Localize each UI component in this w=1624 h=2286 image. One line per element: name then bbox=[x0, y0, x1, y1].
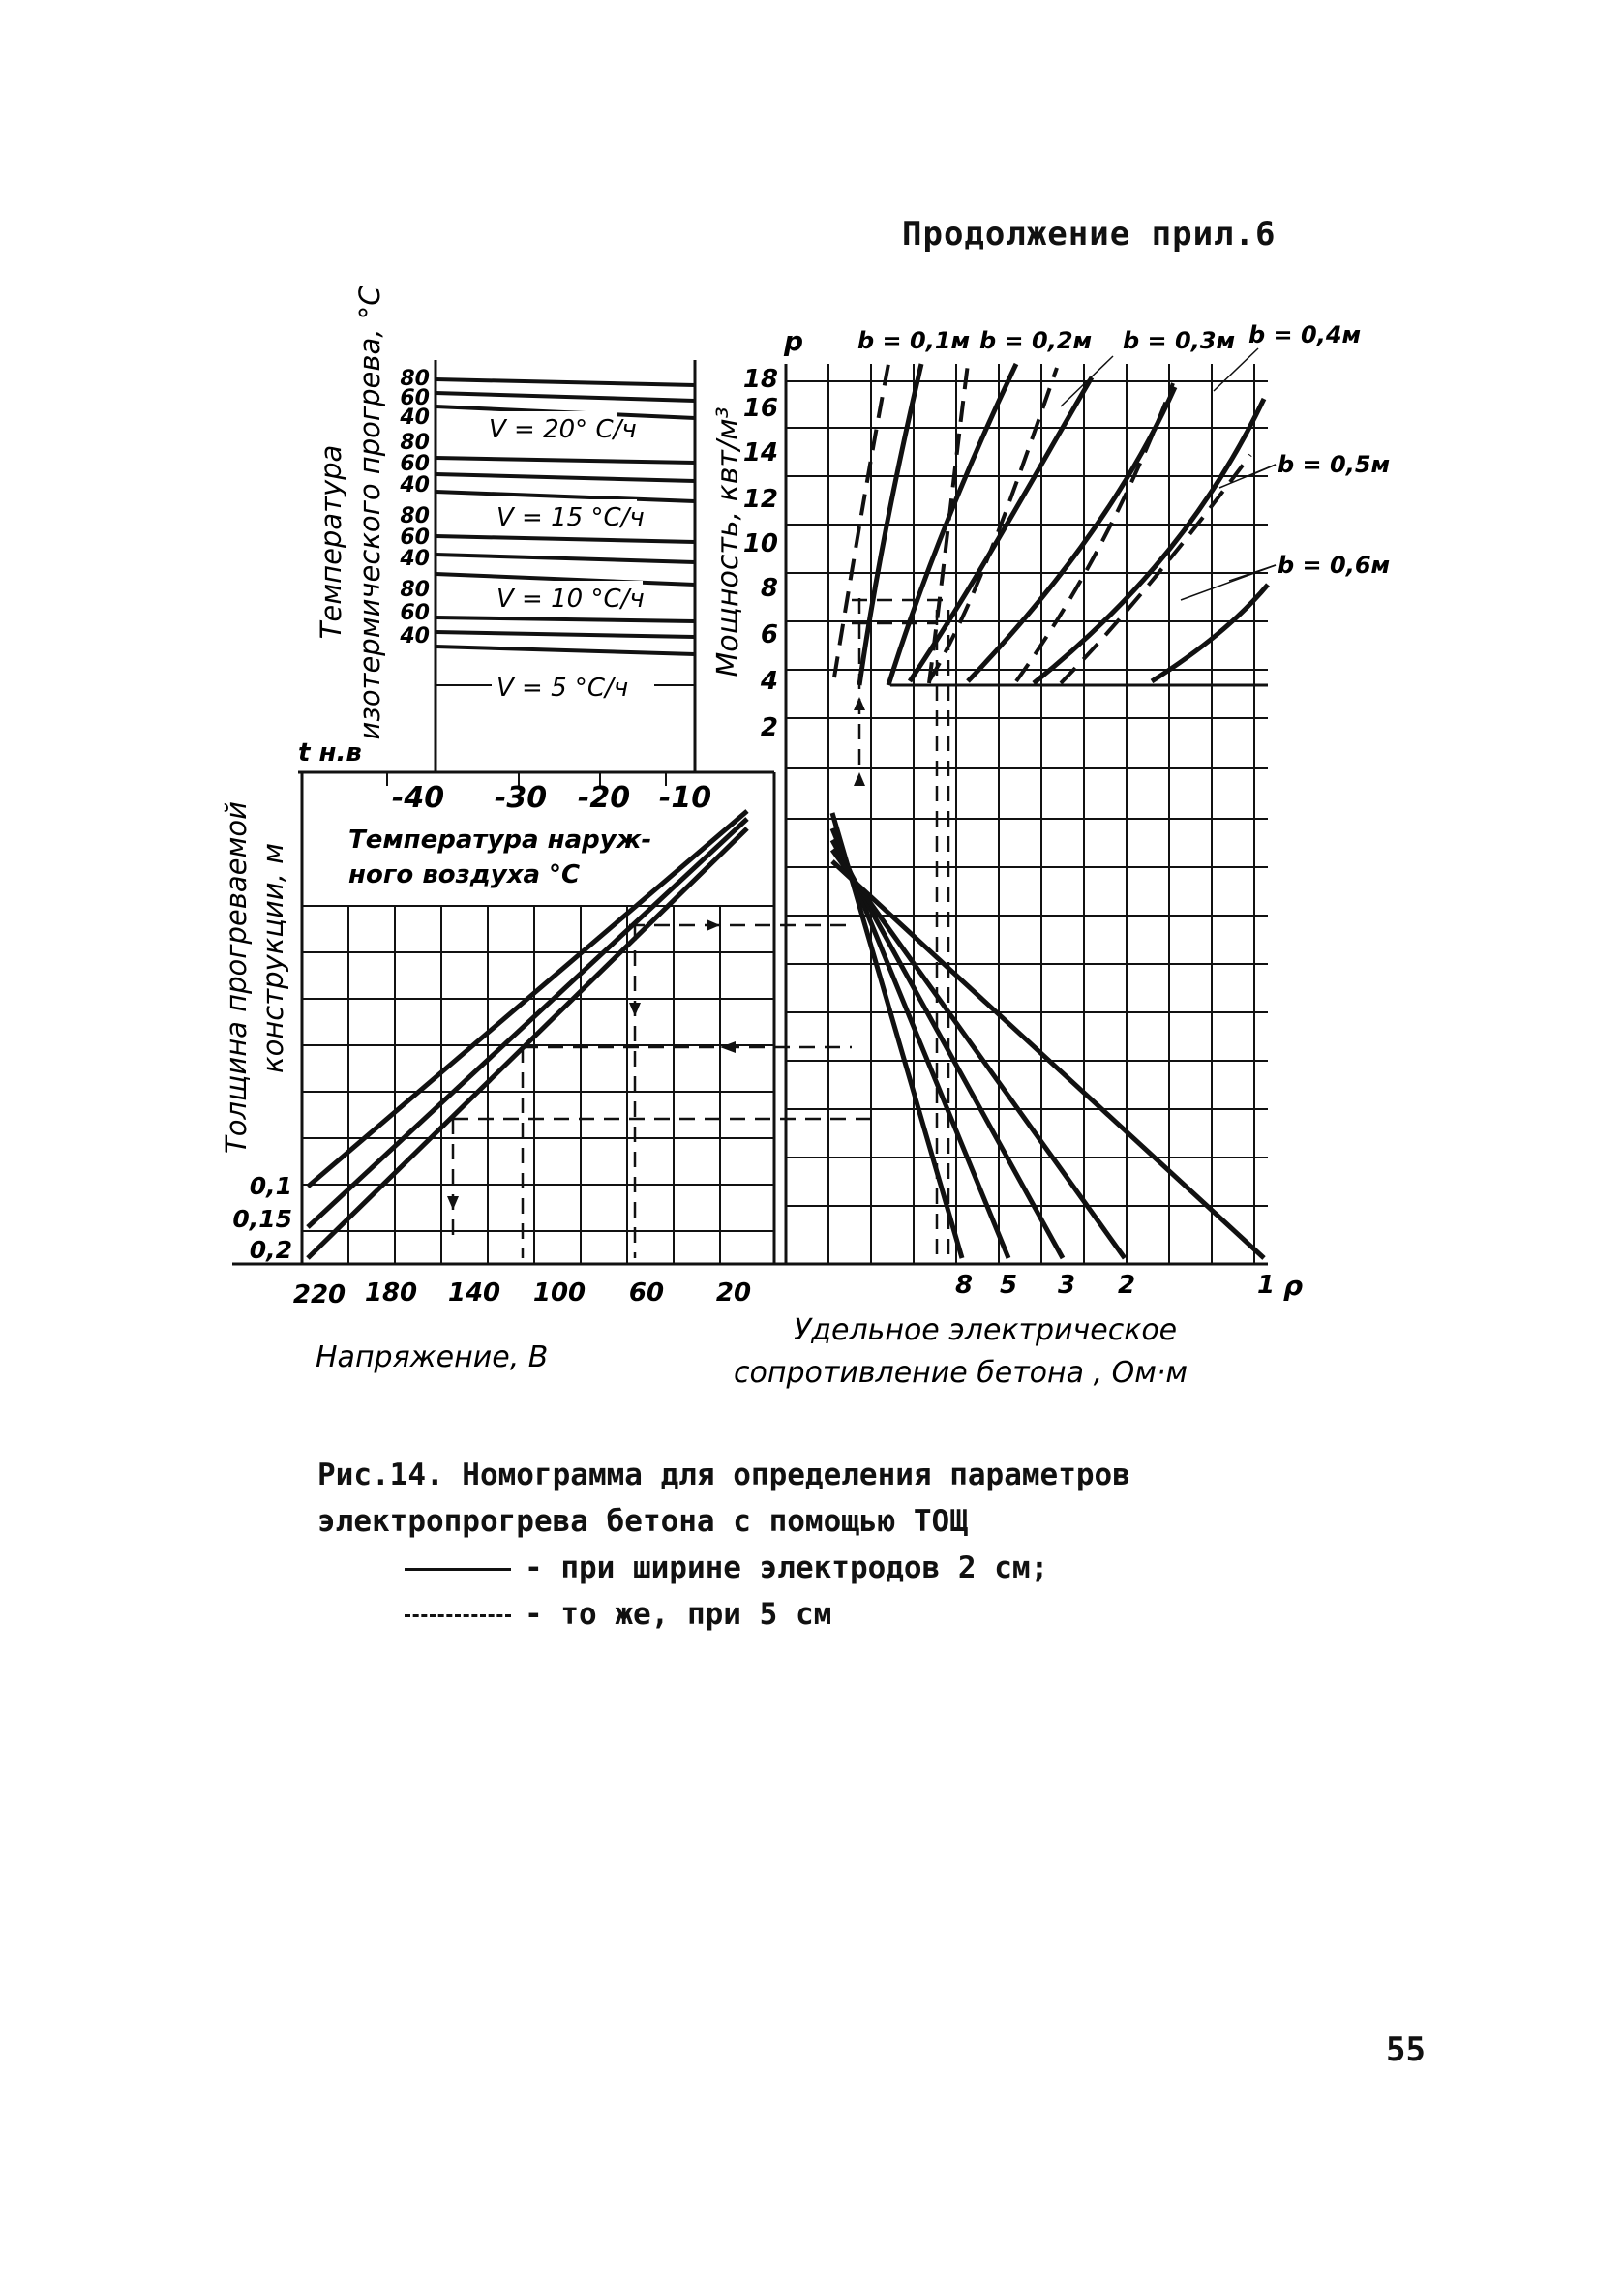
electrode-spacing-label: b = 0,6м bbox=[1278, 552, 1391, 579]
outdoor-temp-symbol: t н.в bbox=[298, 738, 362, 767]
power-tick: 4 bbox=[760, 667, 778, 696]
resistivity-axis-title: Удельное электрическое bbox=[794, 1313, 1178, 1347]
legend-dashed-text: - то же, при 5 см bbox=[525, 1597, 832, 1632]
temp-tick: 60 bbox=[400, 526, 430, 550]
power-tick: 14 bbox=[742, 438, 778, 467]
temp-tick: 60 bbox=[400, 601, 430, 625]
temp-tick: 60 bbox=[400, 452, 430, 476]
outdoor-temp-label: ного воздуха °С bbox=[348, 860, 581, 889]
temperature-panel bbox=[315, 286, 695, 772]
temperature-ticks bbox=[399, 367, 430, 648]
page-number: 55 bbox=[1386, 2030, 1426, 2069]
temperature-axis-title: Температура bbox=[315, 444, 347, 640]
temp-tick: 40 bbox=[400, 547, 430, 571]
power-tick: 18 bbox=[742, 365, 778, 394]
power-resistivity-grid bbox=[711, 321, 1390, 1390]
voltage-tick: 220 bbox=[292, 1280, 346, 1309]
electrode-spacing-label: b = 0,5м bbox=[1278, 451, 1391, 478]
electrode-spacing-label: b = 0,1м bbox=[857, 327, 971, 354]
temp-tick: 80 bbox=[400, 578, 430, 602]
temp-tick: 80 bbox=[400, 367, 430, 391]
power-tick: 8 bbox=[760, 574, 778, 603]
resistivity-symbol: ρ bbox=[1283, 1270, 1304, 1302]
electrode-spacing-label: b = 0,2м bbox=[979, 327, 1093, 354]
power-axis-title: Мощность, квт/м³ bbox=[711, 406, 745, 677]
caption-line: электропрогрева бетона с помощью ТОЩ bbox=[317, 1504, 968, 1539]
resistivity-tick: 2 bbox=[1117, 1271, 1136, 1300]
legend-dashed bbox=[317, 1591, 1130, 1638]
dashed-line-swatch bbox=[405, 1614, 511, 1617]
resistivity-tick: 1 bbox=[1256, 1271, 1276, 1300]
legend-solid bbox=[317, 1545, 1130, 1591]
solid-line-swatch bbox=[405, 1568, 511, 1571]
page-header: Продолжение прил.6 bbox=[902, 215, 1277, 254]
power-tick: 10 bbox=[742, 529, 778, 558]
outdoor-temp-tick: -30 bbox=[494, 781, 548, 815]
power-tick: 16 bbox=[742, 394, 778, 423]
power-symbol: p bbox=[784, 325, 804, 357]
temp-tick: 80 bbox=[400, 431, 430, 455]
voltage-tick: 20 bbox=[715, 1278, 752, 1308]
temperature-axis-title: изотермического прогрева, °С bbox=[353, 286, 386, 740]
resistivity-tick: 3 bbox=[1057, 1271, 1076, 1300]
resistivity-tick: 5 bbox=[999, 1271, 1018, 1300]
power-tick: 6 bbox=[760, 620, 778, 649]
thickness-value: 0,15 bbox=[232, 1205, 292, 1233]
electrode-spacing-label: b = 0,3м bbox=[1123, 327, 1236, 354]
voltage-tick: 100 bbox=[532, 1278, 586, 1308]
legend-solid-text: - при ширине электродов 2 см; bbox=[525, 1550, 1049, 1585]
resistivity-axis-title: сопротивление бетона , Ом·м bbox=[734, 1356, 1188, 1390]
rate-label: V = 10 °С/ч bbox=[496, 585, 645, 614]
electrode-spacing-label: b = 0,4м bbox=[1248, 321, 1362, 348]
temp-tick: 40 bbox=[400, 406, 430, 430]
voltage-axis-title: Напряжение, В bbox=[316, 1340, 549, 1374]
outdoor-temp-label: Температура наруж- bbox=[348, 826, 652, 855]
power-tick: 12 bbox=[742, 485, 778, 514]
temp-tick: 80 bbox=[400, 504, 430, 528]
thickness-value: 0,2 bbox=[249, 1236, 292, 1264]
rate-label: V = 5 °С/ч bbox=[496, 674, 629, 703]
rate-label: V = 15 °С/ч bbox=[496, 503, 645, 532]
rate-label: V = 20° С/ч bbox=[489, 415, 637, 444]
thickness-axis-title: Толщина прогреваемой bbox=[220, 801, 253, 1154]
temp-tick: 60 bbox=[400, 386, 430, 410]
figure-caption bbox=[317, 1452, 1130, 1638]
resistivity-lines bbox=[832, 813, 1264, 1258]
temp-tick: 40 bbox=[400, 473, 430, 497]
thickness-axis-title: конструкции, м bbox=[256, 843, 289, 1073]
voltage-tick: 180 bbox=[364, 1278, 418, 1308]
thickness-value: 0,1 bbox=[249, 1172, 292, 1200]
power-tick: 2 bbox=[760, 713, 778, 742]
caption-line: Рис.14. Номограмма для определения параметров bbox=[317, 1458, 1130, 1492]
outdoor-temp-tick: -10 bbox=[658, 781, 712, 815]
resistivity-tick: 8 bbox=[954, 1271, 974, 1300]
outdoor-temp-tick: -20 bbox=[577, 781, 631, 815]
voltage-tick: 140 bbox=[447, 1278, 501, 1308]
voltage-tick: 60 bbox=[628, 1278, 665, 1308]
temp-tick: 40 bbox=[400, 624, 430, 648]
outdoor-temp-tick: -40 bbox=[391, 781, 445, 815]
